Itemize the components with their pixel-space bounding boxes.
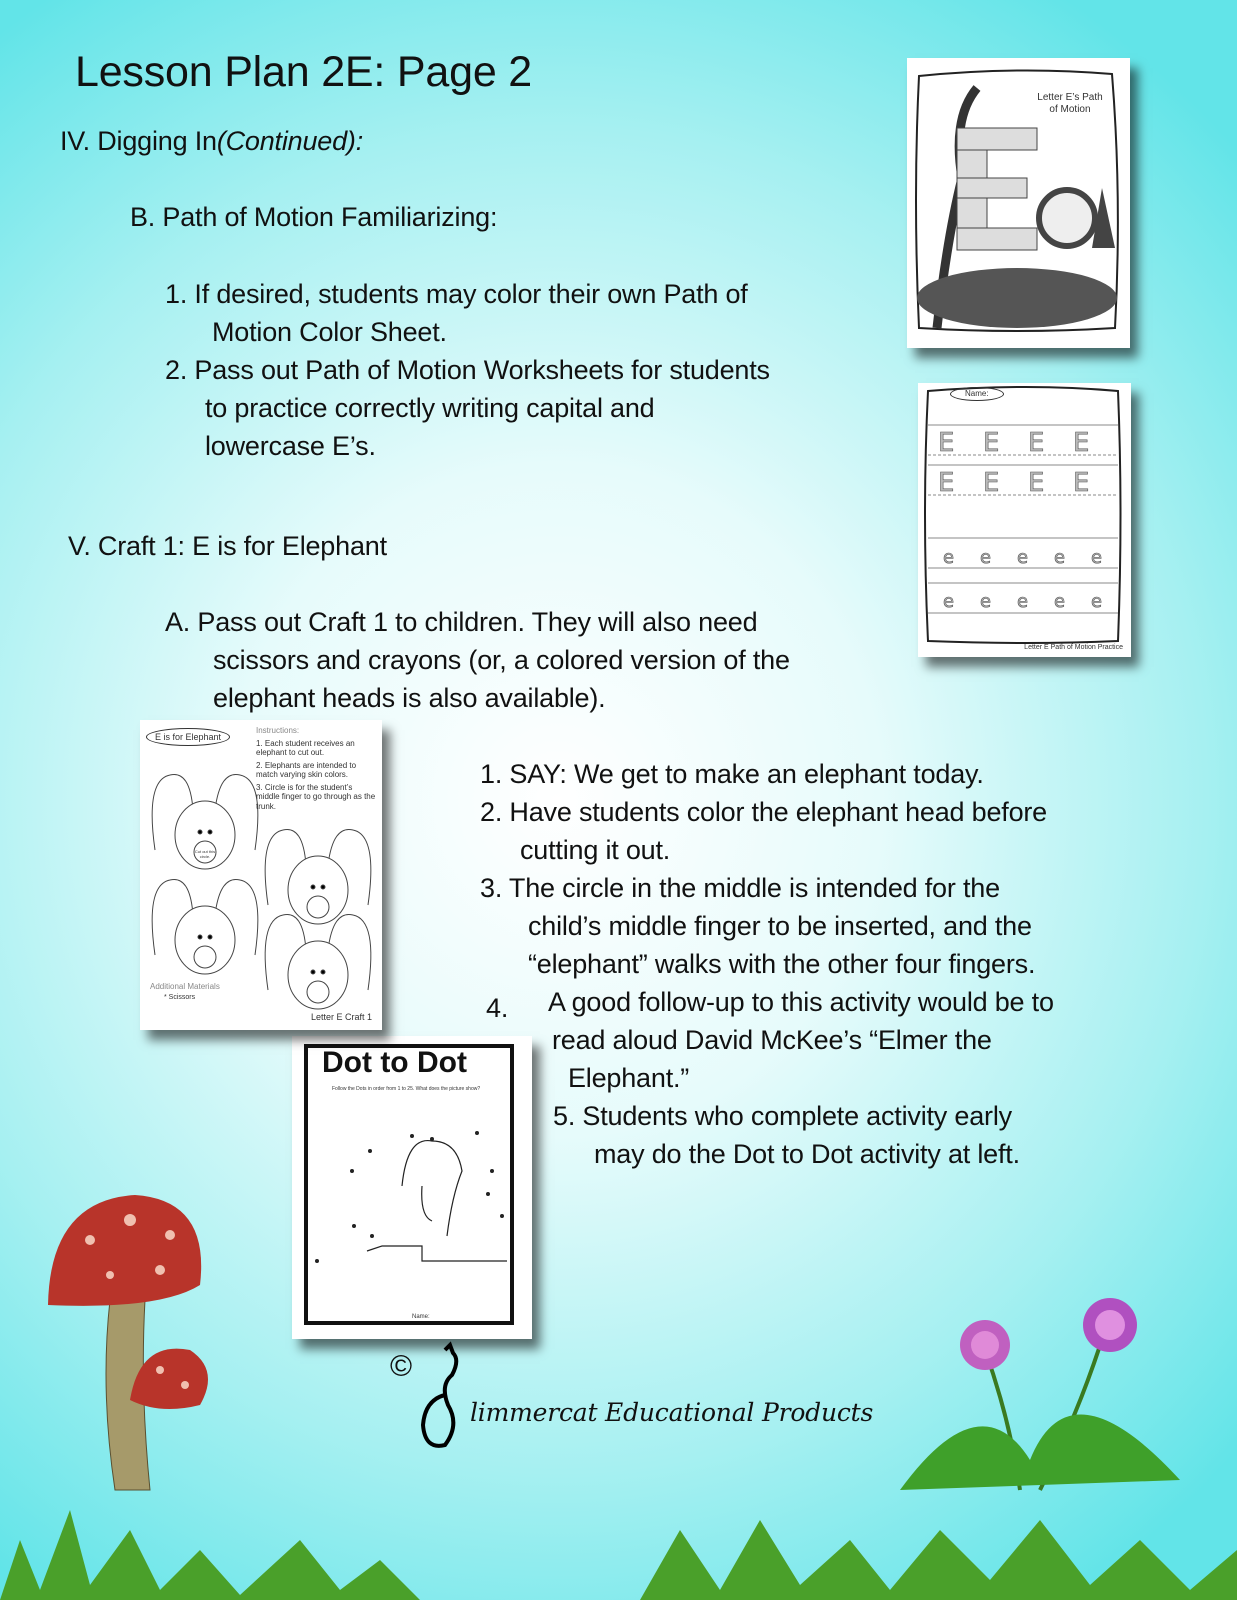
craft-materials: * Scissors <box>164 994 196 1001</box>
step-4-number: 4. <box>486 993 509 1023</box>
svg-text:E: E <box>938 468 955 498</box>
svg-text:e: e <box>980 547 992 568</box>
svg-text:e: e <box>943 547 955 568</box>
item-2-line2: to practice correctly writing capital and <box>205 393 655 423</box>
step-1: 1. SAY: We get to make an elephant today. <box>480 759 984 789</box>
craft-materials-title: Additional Materials <box>150 982 220 991</box>
svg-text:E: E <box>938 428 955 458</box>
step-3-line3: “elephant” walks with the other four fingers. <box>528 949 1036 979</box>
item-1-line2: Motion Color Sheet. <box>212 317 447 347</box>
dot-to-dot-elephant <box>292 1036 532 1339</box>
craft-instruction-2: 2. Elephants are intended to match varying skin colors. <box>256 760 357 779</box>
svg-text:e: e <box>1091 591 1103 612</box>
craft-instructions <box>256 726 376 814</box>
craft-badge: E is for Elephant <box>146 728 230 746</box>
section-iv-title: IV. Digging In <box>60 126 217 156</box>
svg-text:e: e <box>1017 547 1029 568</box>
step-3-line1: 3. The circle in the middle is intended for the <box>480 873 1000 903</box>
section-iv-heading <box>60 126 363 157</box>
subsection-a-line1: A. Pass out Craft 1 to children. They will also need <box>165 607 758 637</box>
svg-text:e: e <box>1017 591 1029 612</box>
svg-text:e: e <box>943 591 955 612</box>
subsection-a-line3: elephant heads is also available). <box>213 683 606 713</box>
elephant-craft-thumbnail <box>140 720 382 1030</box>
dot-to-dot-name-label: Name: <box>412 1314 430 1320</box>
svg-text:E: E <box>1073 428 1090 458</box>
svg-text:E: E <box>1028 468 1045 498</box>
color-sheet-caption: Letter E’s Path of Motion <box>1037 92 1103 115</box>
craft-instructions-title: Instructions: <box>256 726 300 735</box>
subsection-b: B. Path of Motion Familiarizing: <box>130 202 498 232</box>
section-v-heading: V. Craft 1: E is for Elephant <box>68 531 387 561</box>
dot-to-dot-subtitle: Follow the Dots in order from 1 to 25. What does the picture show? <box>332 1086 481 1092</box>
item-2-line1: 2. Pass out Path of Motion Worksheets for students <box>165 355 770 385</box>
craft-circle-label: Cut out this circle. <box>194 849 216 859</box>
path-of-motion-color-sheet-thumbnail <box>907 58 1130 348</box>
craft-instruction-3: 3. Circle is for the student’s middle finger to go through as the trunk. <box>256 782 376 811</box>
svg-text:E: E <box>983 428 1000 458</box>
worksheet-footer: Letter E Path of Motion Practice <box>1024 644 1123 651</box>
step-4-line2: read aloud David McKee’s “Elmer the <box>552 1025 992 1055</box>
dot-to-dot-thumbnail <box>292 1036 532 1339</box>
subsection-a-line2: scissors and crayons (or, a colored version of the <box>213 645 790 675</box>
craft-instruction-1: 1. Each student receives an elephant to cut out. <box>256 738 355 757</box>
dot-to-dot-title: Dot to Dot <box>322 1046 467 1079</box>
section-iv-continued: (Continued): <box>216 126 364 156</box>
copyright-symbol: © <box>390 1350 412 1383</box>
step-4-line1: A good follow-up to this activity would be to <box>548 987 1054 1017</box>
craft-footer: Letter E Craft 1 <box>310 1012 372 1022</box>
step-3-line2: child’s middle finger to be inserted, and the <box>528 911 1032 941</box>
worksheet-lines <box>918 383 1131 657</box>
step-4-line3: Elephant.” <box>568 1063 690 1093</box>
glimmercat-logo-cat-icon <box>420 1345 470 1455</box>
svg-text:e: e <box>1054 547 1066 568</box>
item-2-line3: lowercase E’s. <box>205 431 376 461</box>
grass-illustration <box>0 1480 1237 1600</box>
svg-text:e: e <box>1091 547 1103 568</box>
item-1-line1: 1. If desired, students may color their own Path of <box>165 279 748 309</box>
svg-text:e: e <box>1054 591 1066 612</box>
svg-text:E: E <box>983 468 1000 498</box>
page-title: Lesson Plan 2E: Page 2 <box>75 48 532 96</box>
svg-text:E: E <box>1028 428 1045 458</box>
step-5-line1: 5. Students who complete activity early <box>553 1101 1012 1131</box>
path-of-motion-worksheet-thumbnail <box>918 383 1131 657</box>
svg-text:E: E <box>1073 468 1090 498</box>
step-2-line1: 2. Have students color the elephant head before <box>480 797 1048 827</box>
step-2-line2: cutting it out. <box>520 835 671 865</box>
step-5-line2: may do the Dot to Dot activity at left. <box>594 1139 1020 1169</box>
worksheet-name-label: Name: <box>950 387 1004 401</box>
brand-name: limmercat Educational Products <box>470 1398 874 1427</box>
svg-text:e: e <box>980 591 992 612</box>
flowers-illustration <box>900 1290 1200 1510</box>
mushroom-illustration <box>40 1190 260 1510</box>
